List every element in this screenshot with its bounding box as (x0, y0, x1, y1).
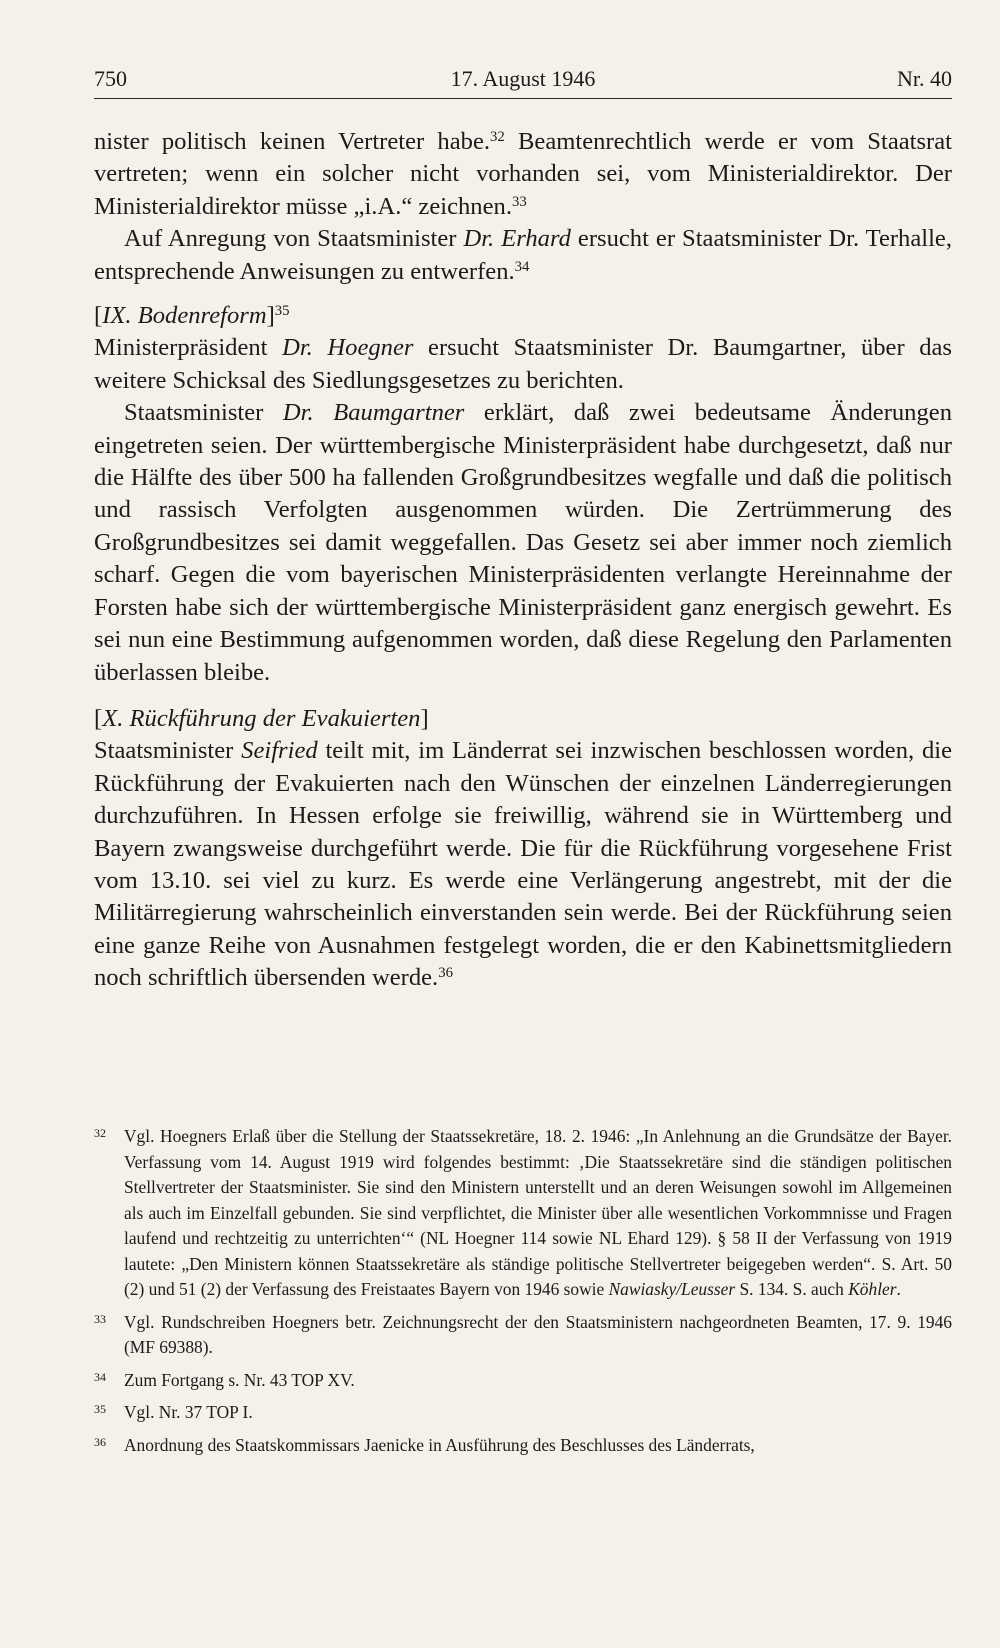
speaker-name: Baumgartner (333, 399, 465, 427)
footnote-ref-36[interactable]: 36 (438, 965, 453, 982)
footnote-number: 32 (94, 1126, 106, 1140)
paragraph-3: Ministerpräsident Dr. Hoegner ersucht Staatsminister Dr. Baumgartner, über das weitere Schicksal des Siedlungsgesetzes zu berichten. (94, 334, 952, 394)
footnote-number: 35 (94, 1402, 106, 1416)
footnote-35: 35 Vgl. Nr. 37 TOP I. (94, 1400, 952, 1426)
paragraph-4: Staatsminister Dr. Baumgartner erklärt, daß zwei bedeutsame Änderungen eingetreten seien. Der württembergische Ministerpräsident habe durchgesetzt, daß nur die Hälfte des über 500 ha fallenden Großgrundbesitzes wegfalle und daß die politisch und rassisch Verfolgten ausgenommen würden. Die Zertrümmerung des Großgrundbesitzes sei damit weggefallen. Das Gesetz sei aber immer noch ziemlich scharf. Gegen die vom bayerischen Ministerpräsidenten verlangte Hereinnahme der Forsten habe sich der württembergische Ministerpräsident ganz energisch gewehrt. Es sei nun eine Bestimmung aufgenommen worden, daß diese Regelung den Parlamenten überlassen bleibe. (94, 399, 952, 686)
footnote-33: 33 Vgl. Rundschreiben Hoegners betr. Zeichnungsrecht der den Staatsministern nachgeordneten Beamten, 17. 9. 1946 (MF 69388). (94, 1310, 952, 1361)
header-date: 17. August 1946 (450, 66, 596, 91)
footnote-number: 33 (94, 1311, 106, 1326)
footnotes (94, 1124, 952, 1465)
paragraph-5: Staatsminister Seifried teilt mit, im Länderrat sei inzwischen beschlossen worden, die Rückführung der Evakuierten nach den Wünschen der einzelnen Länderregierungen durchzuführen. In Hessen erfolge sie freiwillig, während sie in Württemberg und Bayern zwangsweise durchgeführt werde. Die für die Rückführung vorgesehene Frist vom 13.10. sei viel zu kurz. Es werde eine Verlängerung angestrebt, mit der die Militärregierung wahrscheinlich einverstanden sein werde. Bei der Rückführung seien eine ganze Reihe von Ausnahmen festgelegt worden, die er den Kabinettsmitgliedern noch schriftlich übersenden werde.$^{36}$ (94, 737, 952, 992)
speaker-name: Erhard (501, 225, 571, 253)
speaker-name: Seifried (241, 737, 318, 765)
footnote-number: 36 (94, 1434, 106, 1449)
footnote-32: 32 Vgl. Hoegners Erlaß über die Stellung der Staatssekretäre, 18. 2. 1946: „In Anlehnung an die Grundsätze der Bayer. Verfassung vom 14. August 1919 wird folgendes bestimmt: ‚Die Staatssekretäre sind die ständigen politischen Stellvertreter der Staatsminister. Sie sind den Ministern unterstellt und an deren Weisungen sowohl im Allgemeinen als auch im Einzelfall gebunden. Sie sind verpflichtet, die Minister über alle wesentlichen Vorkommnisse und Fragen laufend und rechtzeitig zu unterrichten‘“ (NL Hoegner 114 sowie NL Ehard 129). § 58 II der Verfassung von 1919 lautete: „Den Ministern können Staatssekretäre als ständige politische Stellvertreter beigegeben werden“. S. Art. 50 (2) und 51 (2) der Verfassung des Freistaates Bayern von 1946 sowie Nawiasky/Leusser S. 134. S. auch Köhler. (94, 1124, 952, 1303)
section-heading-x: [X. Rückführung der Evakuierten] (94, 704, 429, 732)
footnote-ref-33[interactable]: 33 (511, 193, 527, 210)
footnote-ref-32[interactable]: 32 (490, 128, 505, 145)
paragraph-2: Auf Anregung von Staatsminister Dr. Erhard ersucht er Staatsminister Dr. Terhalle, entsprechende Anweisungen zu entwerfen.$^{34}$ (94, 225, 952, 285)
footnote-ref-34[interactable]: 34 (514, 258, 530, 275)
footnote-ref-35[interactable]: 35 (274, 302, 290, 319)
footnote-34: 34 Zum Fortgang s. Nr. 43 TOP XV. (94, 1368, 952, 1394)
footnote-36: 36 Anordnung des Staatskommissars Jaenicke in Ausführung des Beschlusses des Länderrats, (94, 1433, 952, 1459)
footnote-number: 34 (94, 1369, 106, 1384)
paragraph-1: nister politisch keinen Vertreter habe.$^{32}$ Beamtenrechtlich werde er vom Staatsrat vertreten; wenn ein solcher nicht vorhanden sei, vom Ministerialdirektor. Der Ministerialdirektor müsse „i.A.“ zeichnen.$^{33}$ (94, 128, 952, 220)
speaker-name: Hoegner (327, 334, 414, 362)
issue-number: Nr. 40 (897, 66, 952, 91)
page-number: 750 (94, 66, 127, 91)
page-header (94, 62, 952, 99)
section-heading-ix: [IX. Bodenreform]$^{35}$ (94, 302, 290, 330)
main-text (94, 126, 952, 995)
